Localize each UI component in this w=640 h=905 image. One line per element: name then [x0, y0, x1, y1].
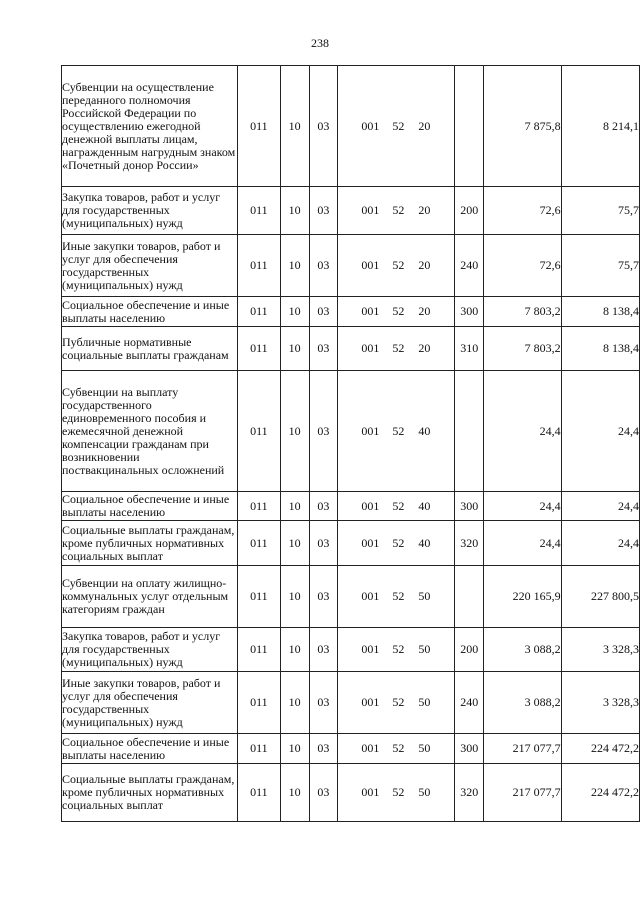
section-code-cell: 10 — [280, 187, 309, 235]
target-code-part-2: 52 — [392, 118, 405, 133]
target-code-part-2: 52 — [392, 642, 405, 656]
section-code-cell: 10 — [280, 371, 309, 492]
amount-year-1-cell: 220 165,9 — [484, 566, 561, 628]
section-code-cell: 10 — [280, 521, 309, 566]
amount-year-1-cell: 7 803,2 — [484, 297, 561, 327]
target-code-part-2: 52 — [392, 535, 405, 550]
expense-type-cell — [455, 66, 484, 187]
target-article-cell — [338, 492, 455, 521]
target-article-cell — [338, 764, 455, 822]
target-code-part-1: 001 — [361, 341, 380, 355]
admin-code-cell: 011 — [238, 672, 281, 734]
section-code-cell: 10 — [280, 235, 309, 297]
amount-year-1-cell: 72,6 — [484, 235, 561, 297]
amount-year-1-cell: 24,4 — [484, 521, 561, 566]
expense-type-cell: 240 — [455, 235, 484, 297]
subsection-code-cell: 03 — [309, 66, 338, 187]
amount-year-2-cell: 8 138,4 — [561, 297, 639, 327]
expense-name-cell: Социальное обеспечение и иные выплаты населению — [62, 734, 238, 764]
amount-year-2-cell: 24,4 — [561, 371, 639, 492]
amount-year-1-cell: 3 088,2 — [484, 672, 561, 734]
amount-year-1-cell: 72,6 — [484, 187, 561, 235]
target-code-part-3: 40 — [418, 498, 431, 513]
budget-table — [61, 65, 640, 822]
target-code-part-2: 52 — [392, 498, 405, 513]
expense-type-cell: 300 — [455, 297, 484, 327]
admin-code-cell: 011 — [238, 187, 281, 235]
target-article-cell — [338, 187, 455, 235]
amount-year-1-cell: 217 077,7 — [484, 764, 561, 822]
target-code-part-2: 52 — [392, 589, 405, 603]
table-row — [62, 371, 640, 492]
admin-code-cell: 011 — [238, 521, 281, 566]
target-code-part-3: 50 — [418, 642, 431, 656]
amount-year-2-cell: 8 138,4 — [561, 327, 639, 371]
amount-year-2-cell: 8 214,1 — [561, 66, 639, 187]
target-code-part-1: 001 — [361, 258, 380, 272]
table-row — [62, 764, 640, 822]
table-row — [62, 521, 640, 566]
amount-year-2-cell: 224 472,2 — [561, 764, 639, 822]
amount-year-1-cell: 7 875,8 — [484, 66, 561, 187]
target-code-part-1: 001 — [361, 695, 380, 709]
target-article-cell — [338, 521, 455, 566]
admin-code-cell: 011 — [238, 628, 281, 672]
target-article-cell — [338, 371, 455, 492]
expense-name-cell: Закупка товаров, работ и услуг для государственных (муниципальных) нужд — [62, 628, 238, 672]
table-row — [62, 235, 640, 297]
target-article-cell — [338, 734, 455, 764]
expense-type-cell — [455, 371, 484, 492]
table-row — [62, 66, 640, 187]
target-code-part-1: 001 — [361, 589, 380, 603]
target-code-part-3: 20 — [418, 118, 431, 133]
table-row — [62, 628, 640, 672]
expense-name-cell: Социальные выплаты гражданам, кроме публичных нормативных социальных выплат — [62, 764, 238, 822]
expense-type-cell: 300 — [455, 492, 484, 521]
amount-year-2-cell: 75,7 — [561, 235, 639, 297]
amount-year-2-cell: 3 328,3 — [561, 628, 639, 672]
expense-name-cell: Социальное обеспечение и иные выплаты населению — [62, 297, 238, 327]
target-code-part-3: 50 — [418, 589, 431, 603]
expense-name-cell: Субвенции на осуществление переданного полномочия Российской Федерации по осуществлению ежегодной денежной выплаты лицам, награжденным нагрудным знаком «Почетный донор России» — [62, 66, 238, 187]
admin-code-cell: 011 — [238, 327, 281, 371]
target-article-cell — [338, 297, 455, 327]
amount-year-2-cell: 24,4 — [561, 521, 639, 566]
admin-code-cell: 011 — [238, 764, 281, 822]
expense-type-cell: 300 — [455, 734, 484, 764]
table-row — [62, 297, 640, 327]
expense-name-cell: Иные закупки товаров, работ и услуг для обеспечения государственных (муниципальных) нужд — [62, 672, 238, 734]
target-code-part-3: 50 — [418, 785, 431, 799]
target-code-part-2: 52 — [392, 785, 405, 799]
target-code-part-1: 001 — [361, 741, 380, 755]
section-code-cell: 10 — [280, 628, 309, 672]
section-code-cell: 10 — [280, 566, 309, 628]
section-code-cell: 10 — [280, 66, 309, 187]
table-row — [62, 187, 640, 235]
table-row — [62, 566, 640, 628]
amount-year-1-cell: 7 803,2 — [484, 327, 561, 371]
amount-year-2-cell: 75,7 — [561, 187, 639, 235]
section-code-cell: 10 — [280, 492, 309, 521]
expense-name-cell: Субвенции на выплату государственного единовременного пособия и ежемесячной денежной компенсации гражданам при возникновении поствакцинальных осложнений — [62, 371, 238, 492]
target-code-part-1: 001 — [361, 304, 380, 318]
page-number: 238 — [311, 36, 329, 50]
subsection-code-cell: 03 — [309, 628, 338, 672]
target-code-part-1: 001 — [361, 535, 380, 550]
expense-name-cell: Закупка товаров, работ и услуг для государственных (муниципальных) нужд — [62, 187, 238, 235]
amount-year-1-cell: 217 077,7 — [484, 734, 561, 764]
target-code-part-2: 52 — [392, 695, 405, 709]
target-code-part-1: 001 — [361, 118, 380, 133]
subsection-code-cell: 03 — [309, 672, 338, 734]
expense-name-cell: Социальные выплаты гражданам, кроме публичных нормативных социальных выплат — [62, 521, 238, 566]
subsection-code-cell: 03 — [309, 521, 338, 566]
admin-code-cell: 011 — [238, 492, 281, 521]
table-row — [62, 492, 640, 521]
admin-code-cell: 011 — [238, 566, 281, 628]
target-code-part-1: 001 — [361, 498, 380, 513]
amount-year-2-cell: 227 800,5 — [561, 566, 639, 628]
target-article-cell — [338, 566, 455, 628]
table-row — [62, 327, 640, 371]
target-code-part-2: 52 — [392, 423, 405, 438]
target-code-part-2: 52 — [392, 203, 405, 217]
target-code-part-1: 001 — [361, 423, 380, 438]
target-code-part-3: 20 — [418, 203, 431, 217]
target-code-part-1: 001 — [361, 785, 380, 799]
section-code-cell: 10 — [280, 734, 309, 764]
expense-type-cell: 310 — [455, 327, 484, 371]
section-code-cell: 10 — [280, 327, 309, 371]
subsection-code-cell: 03 — [309, 235, 338, 297]
amount-year-2-cell: 224 472,2 — [561, 734, 639, 764]
subsection-code-cell: 03 — [309, 492, 338, 521]
expense-name-cell: Социальное обеспечение и иные выплаты населению — [62, 492, 238, 521]
target-code-part-3: 40 — [418, 535, 431, 550]
subsection-code-cell: 03 — [309, 187, 338, 235]
amount-year-2-cell: 24,4 — [561, 492, 639, 521]
subsection-code-cell: 03 — [309, 764, 338, 822]
expense-type-cell: 320 — [455, 764, 484, 822]
target-code-part-2: 52 — [392, 741, 405, 755]
subsection-code-cell: 03 — [309, 734, 338, 764]
expense-type-cell: 200 — [455, 628, 484, 672]
target-code-part-3: 20 — [418, 341, 431, 355]
target-article-cell — [338, 672, 455, 734]
admin-code-cell: 011 — [238, 297, 281, 327]
target-code-part-1: 001 — [361, 203, 380, 217]
target-code-part-3: 50 — [418, 741, 431, 755]
table-row — [62, 672, 640, 734]
expense-name-cell: Субвенции на оплату жилищно-коммунальных услуг отдельным категориям граждан — [62, 566, 238, 628]
table-row — [62, 734, 640, 764]
admin-code-cell: 011 — [238, 66, 281, 187]
admin-code-cell: 011 — [238, 734, 281, 764]
amount-year-1-cell: 24,4 — [484, 492, 561, 521]
target-article-cell — [338, 628, 455, 672]
amount-year-1-cell: 3 088,2 — [484, 628, 561, 672]
admin-code-cell: 011 — [238, 371, 281, 492]
target-code-part-3: 20 — [418, 304, 431, 318]
expense-type-cell: 200 — [455, 187, 484, 235]
expense-type-cell: 240 — [455, 672, 484, 734]
target-code-part-3: 40 — [418, 423, 431, 438]
target-article-cell — [338, 66, 455, 187]
subsection-code-cell: 03 — [309, 566, 338, 628]
subsection-code-cell: 03 — [309, 297, 338, 327]
section-code-cell: 10 — [280, 297, 309, 327]
subsection-code-cell: 03 — [309, 327, 338, 371]
expense-type-cell — [455, 566, 484, 628]
target-article-cell — [338, 327, 455, 371]
section-code-cell: 10 — [280, 764, 309, 822]
expense-type-cell: 320 — [455, 521, 484, 566]
subsection-code-cell: 03 — [309, 371, 338, 492]
amount-year-2-cell: 3 328,3 — [561, 672, 639, 734]
target-code-part-1: 001 — [361, 642, 380, 656]
target-code-part-2: 52 — [392, 304, 405, 318]
admin-code-cell: 011 — [238, 235, 281, 297]
target-code-part-2: 52 — [392, 258, 405, 272]
section-code-cell: 10 — [280, 672, 309, 734]
target-article-cell — [338, 235, 455, 297]
target-code-part-3: 20 — [418, 258, 431, 272]
target-code-part-2: 52 — [392, 341, 405, 355]
amount-year-1-cell: 24,4 — [484, 371, 561, 492]
expense-name-cell: Публичные нормативные социальные выплаты гражданам — [62, 327, 238, 371]
expense-name-cell: Иные закупки товаров, работ и услуг для обеспечения государственных (муниципальных) нужд — [62, 235, 238, 297]
target-code-part-3: 50 — [418, 695, 431, 709]
